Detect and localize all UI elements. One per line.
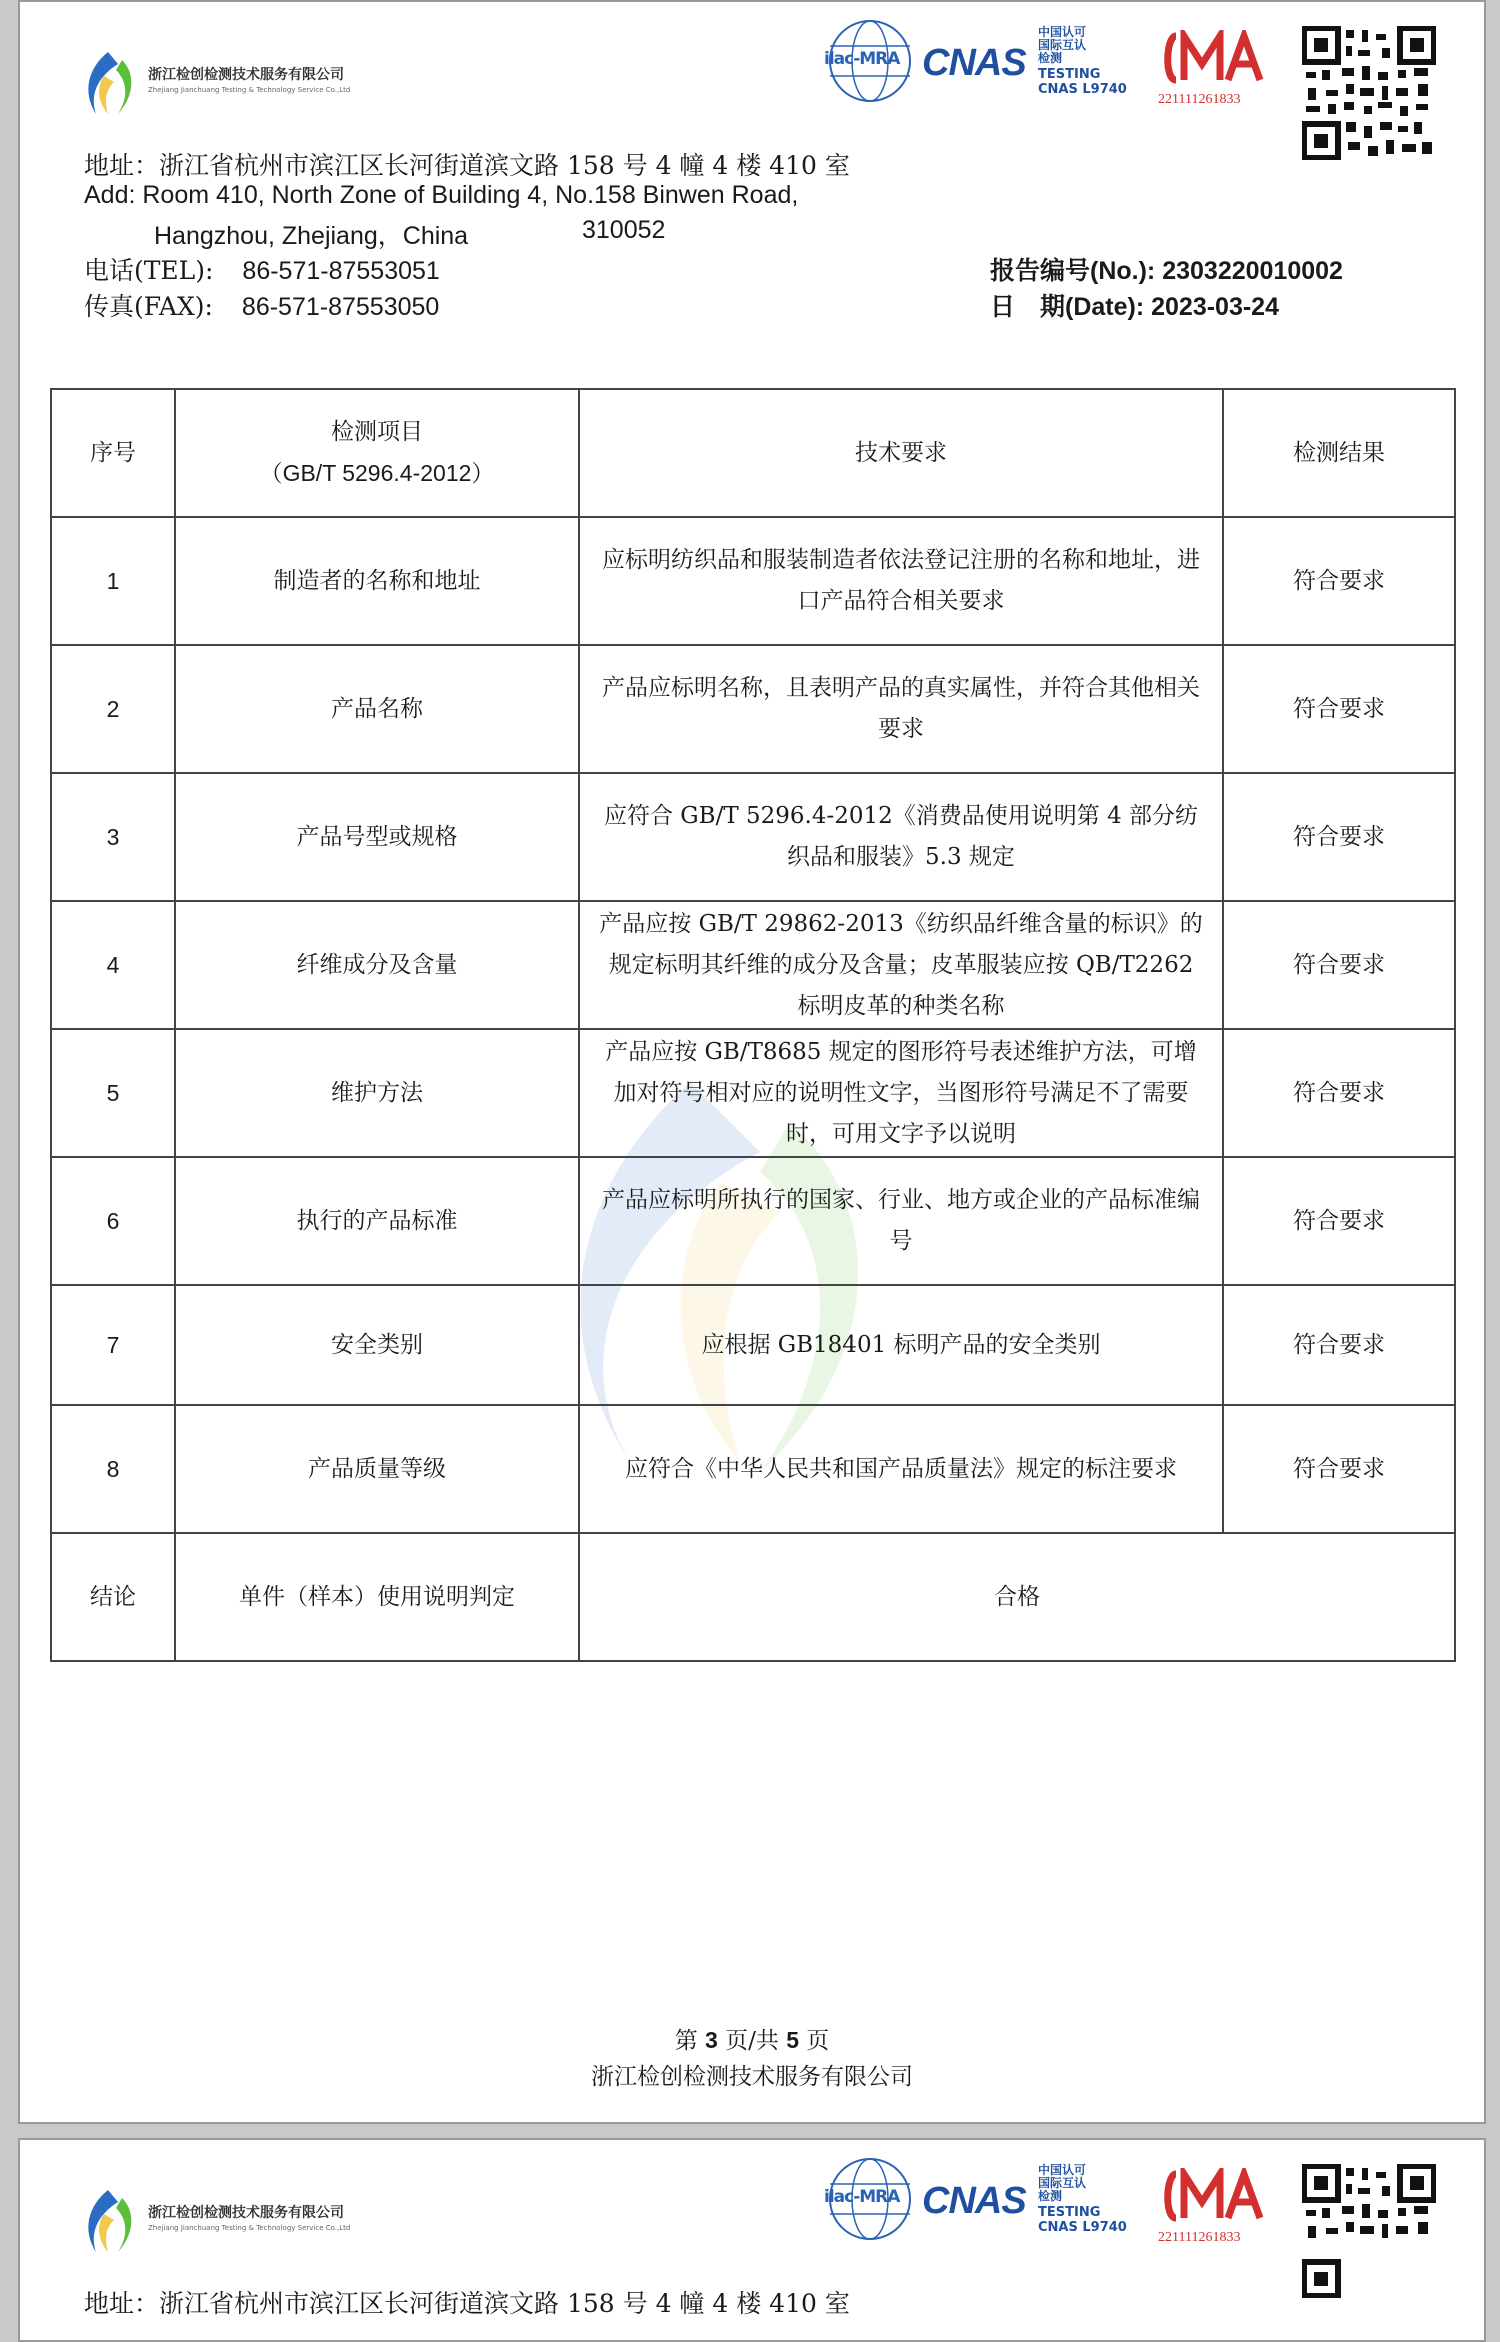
cma-mark bbox=[1158, 2154, 1278, 2254]
row-result: 符合要求 bbox=[1223, 517, 1455, 645]
table-row bbox=[51, 1029, 1455, 1157]
page-total: 5 bbox=[786, 2027, 799, 2053]
page-post: 页 bbox=[798, 2028, 830, 2054]
ilac-mra-mark bbox=[822, 2154, 918, 2244]
row-item: 安全类别 bbox=[175, 1285, 579, 1405]
cma-number: 221111261833 bbox=[1158, 92, 1241, 107]
row-item: 纤维成分及含量 bbox=[175, 901, 579, 1029]
cnas-accreditation-info bbox=[1038, 26, 1148, 126]
company-logo bbox=[78, 2186, 438, 2256]
row-requirement: 产品应标明所执行的国家、行业、地方或企业的产品标准编号 bbox=[579, 1157, 1223, 1285]
row-requirement: 产品应标明名称，且表明产品的真实属性，并符合其他相关要求 bbox=[579, 645, 1223, 773]
footer-company: 浙江检创检测技术服务有限公司 bbox=[591, 2064, 913, 2090]
fax-value: 86-571-87553050 bbox=[241, 293, 440, 321]
header-result: 检测结果 bbox=[1223, 389, 1455, 517]
table-header-row bbox=[51, 389, 1455, 517]
report-number bbox=[990, 251, 1343, 287]
row-item: 产品号型或规格 bbox=[175, 773, 579, 901]
fax-line bbox=[84, 287, 439, 323]
header-item-label: 检测项目 bbox=[331, 419, 423, 445]
report-date bbox=[990, 287, 1279, 323]
report-number-value: 2303220010002 bbox=[1162, 257, 1343, 285]
ilac-mra-mark bbox=[822, 16, 918, 106]
cnas-accreditation-info bbox=[1038, 2164, 1148, 2264]
header-requirement: 技术要求 bbox=[579, 389, 1223, 517]
address-cn bbox=[84, 146, 850, 182]
page-number: 3 bbox=[705, 2027, 718, 2053]
cnas-mark bbox=[922, 16, 1032, 106]
cma-mark bbox=[1158, 16, 1278, 116]
row-item: 制造者的名称和地址 bbox=[175, 517, 579, 645]
row-requirement: 应标明纺织品和服装制造者依法登记注册的名称和地址，进口产品符合相关要求 bbox=[579, 517, 1223, 645]
row-result: 符合要求 bbox=[1223, 1029, 1455, 1157]
row-result: 符合要求 bbox=[1223, 1285, 1455, 1405]
report-date-value: 2023-03-24 bbox=[1151, 293, 1279, 321]
report-number-label: 报告编号(No.): bbox=[990, 257, 1163, 285]
cnas-testing: TESTING bbox=[1038, 67, 1101, 82]
fax-label: 传真(FAX): bbox=[84, 292, 213, 321]
company-name-en: Zhejiang Jianchuang Testing & Technology Service Co.,Ltd bbox=[148, 86, 351, 94]
cnas-text: CNAS bbox=[922, 2180, 1026, 2222]
address-zip: 310052 bbox=[582, 216, 666, 244]
row-result: 符合要求 bbox=[1223, 1157, 1455, 1285]
table-row bbox=[51, 1285, 1455, 1405]
address-en-line2: Hangzhou, Zhejiang，China bbox=[154, 222, 469, 250]
row-result: 符合要求 bbox=[1223, 1405, 1455, 1533]
address-cn-label: 地址： bbox=[84, 2289, 160, 2318]
row-number: 2 bbox=[51, 645, 175, 773]
qr-code-icon bbox=[1302, 26, 1436, 160]
table-row bbox=[51, 901, 1455, 1029]
qr-code-icon bbox=[1302, 2164, 1436, 2298]
cnas-cn-text: 中国认可 国际互认 检测 bbox=[1038, 2163, 1087, 2203]
row-requirement: 应符合 GB/T 5296.4-2012《消费品使用说明第 4 部分纺织品和服装》5.3 规定 bbox=[579, 773, 1223, 901]
conclusion-item: 单件（样本）使用说明判定 bbox=[175, 1533, 579, 1661]
company-logo-icon bbox=[78, 2186, 138, 2256]
cnas-number: CNAS L9740 bbox=[1038, 2220, 1127, 2235]
row-number: 7 bbox=[51, 1285, 175, 1405]
cnas-number: CNAS L9740 bbox=[1038, 82, 1127, 97]
address-cn-value: 浙江省杭州市滨江区长河街道滨文路 158 号 4 幢 4 楼 410 室 bbox=[159, 2289, 850, 2318]
row-number: 3 bbox=[51, 773, 175, 901]
cnas-cn-text: 中国认可 国际互认 检测 bbox=[1038, 25, 1087, 65]
company-name-en: Zhejiang Jianchuang Testing & Technology Service Co.,Ltd bbox=[148, 2224, 351, 2232]
table-row bbox=[51, 645, 1455, 773]
row-item: 执行的产品标准 bbox=[175, 1157, 579, 1285]
row-requirement: 应符合《中华人民共和国产品质量法》规定的标注要求 bbox=[579, 1405, 1223, 1533]
row-number: 4 bbox=[51, 901, 175, 1029]
row-item: 维护方法 bbox=[175, 1029, 579, 1157]
inspection-table bbox=[50, 388, 1456, 1662]
table-row bbox=[51, 517, 1455, 645]
report-date-label: 日 期(Date): bbox=[990, 293, 1152, 321]
row-result: 符合要求 bbox=[1223, 645, 1455, 773]
tel-line bbox=[84, 251, 440, 287]
header-seq: 序号 bbox=[51, 389, 175, 517]
company-logo bbox=[78, 48, 438, 118]
table-row bbox=[51, 773, 1455, 901]
page-indicator bbox=[20, 2022, 1484, 2055]
table-row bbox=[51, 1157, 1455, 1285]
row-item: 产品质量等级 bbox=[175, 1405, 579, 1533]
conclusion-row bbox=[51, 1533, 1455, 1661]
conclusion-value: 合格 bbox=[579, 1533, 1455, 1661]
address-cn-value: 浙江省杭州市滨江区长河街道滨文路 158 号 4 幢 4 楼 410 室 bbox=[159, 151, 850, 180]
row-requirement: 产品应按 GB/T8685 规定的图形符号表述维护方法，可增加对符号相对应的说明性文字，当图形符号满足不了需要时，可用文字予以说明 bbox=[579, 1029, 1223, 1157]
company-name-cn: 浙江检创检测技术服务有限公司 bbox=[148, 2205, 344, 2221]
page-mid: 页/共 bbox=[717, 2028, 787, 2054]
address-cn bbox=[84, 2284, 850, 2320]
next-report-page bbox=[18, 2138, 1486, 2342]
row-number: 6 bbox=[51, 1157, 175, 1285]
ilac-text: ilac-MRA bbox=[824, 49, 900, 69]
header-item-standard: （GB/T 5296.4-2012） bbox=[259, 460, 495, 486]
row-result: 符合要求 bbox=[1223, 901, 1455, 1029]
row-result: 符合要求 bbox=[1223, 773, 1455, 901]
row-item: 产品名称 bbox=[175, 645, 579, 773]
table-row bbox=[51, 1405, 1455, 1533]
row-number: 8 bbox=[51, 1405, 175, 1533]
cma-number: 221111261833 bbox=[1158, 2230, 1241, 2245]
tel-value: 86-571-87553051 bbox=[242, 257, 440, 285]
header-item bbox=[175, 389, 579, 517]
tel-label: 电话(TEL): bbox=[84, 256, 214, 285]
company-name-cn: 浙江检创检测技术服务有限公司 bbox=[148, 67, 344, 83]
row-number: 5 bbox=[51, 1029, 175, 1157]
conclusion-label: 结论 bbox=[51, 1533, 175, 1661]
cma-logo-icon bbox=[1162, 30, 1266, 86]
report-page bbox=[18, 0, 1486, 2124]
page-pre: 第 bbox=[674, 2028, 706, 2054]
row-requirement: 应根据 GB18401 标明产品的安全类别 bbox=[579, 1285, 1223, 1405]
row-requirement: 产品应按 GB/T 29862-2013《纺织品纤维含量的标识》的规定标明其纤维的成分及含量；皮革服装应按 QB/T2262 标明皮革的种类名称 bbox=[579, 901, 1223, 1029]
company-logo-icon bbox=[78, 48, 138, 118]
row-number: 1 bbox=[51, 517, 175, 645]
cnas-mark bbox=[922, 2154, 1032, 2244]
ilac-text: ilac-MRA bbox=[824, 2187, 900, 2207]
cnas-text: CNAS bbox=[922, 42, 1026, 84]
address-en-line1: Add: Room 410, North Zone of Building 4, No.158 Binwen Road, bbox=[84, 181, 799, 209]
cnas-testing: TESTING bbox=[1038, 2205, 1101, 2220]
address-cn-label: 地址： bbox=[84, 151, 160, 180]
cma-logo-icon bbox=[1162, 2168, 1266, 2224]
